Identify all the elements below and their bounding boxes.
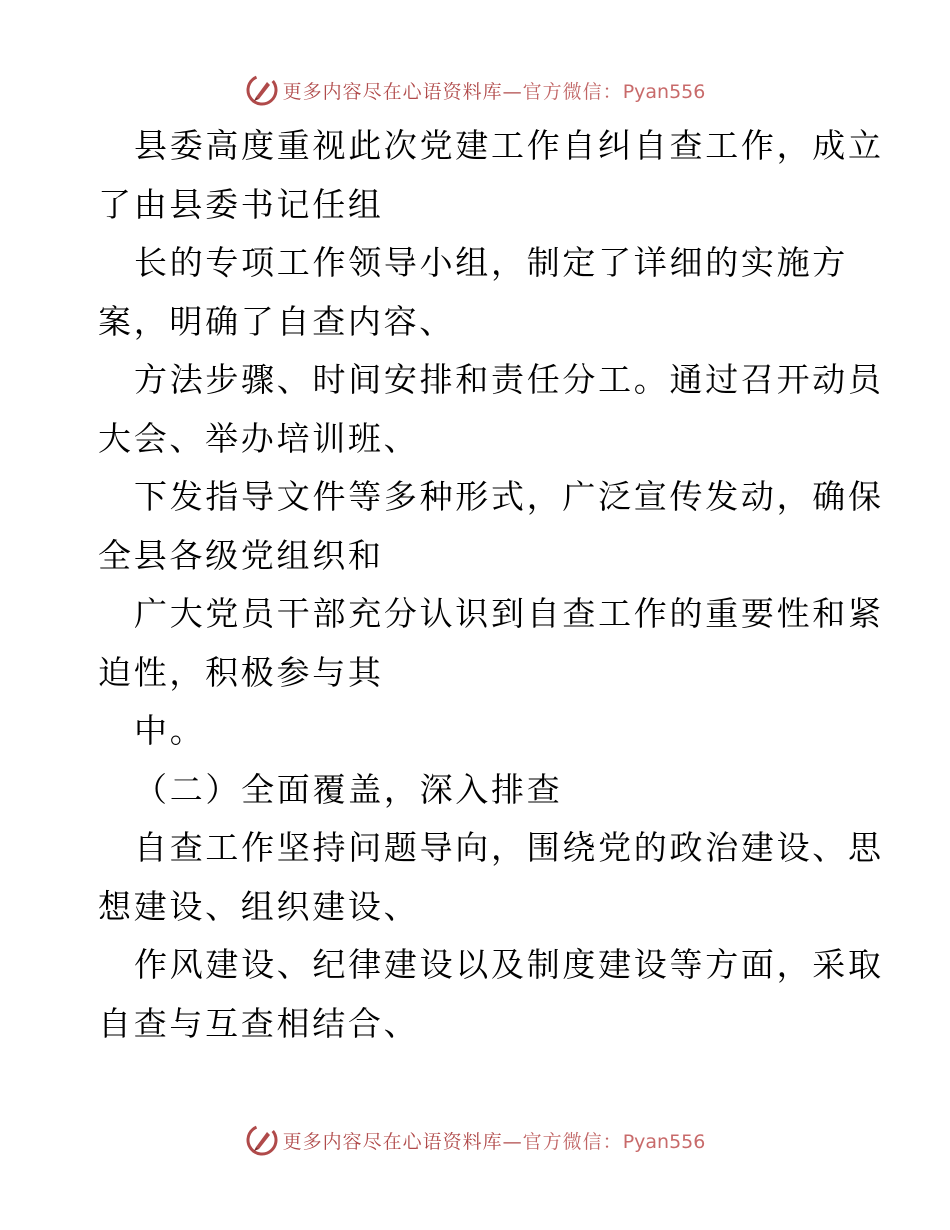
text-line: 想建设、组织建设、: [98, 886, 420, 926]
text-line: 中。: [134, 711, 206, 750]
text-line: 县委高度重视此次党建工作自纠自查工作，成立: [134, 126, 884, 165]
text-line: 自查工作坚持问题导向，围绕党的政治建设、思: [134, 828, 884, 867]
text-line: 迫性，积极参与其: [98, 652, 384, 692]
text-line: 方法步骤、时间安排和责任分工。通过召开动员: [134, 360, 884, 399]
header-banner-text: [283, 77, 706, 104]
pen-logo-icon: [245, 73, 279, 107]
text-line: 案，明确了自查内容、: [98, 301, 455, 341]
header-wechat-id: Pyan556: [622, 80, 706, 103]
text-line: 下发指导文件等多种形式，广泛宣传发动，确保: [134, 477, 884, 516]
text-line: 全县各级党组织和: [98, 535, 384, 575]
text-line: 作风建设、纪律建设以及制度建设等方面，采取: [134, 945, 884, 984]
header-banner-main: 更多内容尽在心语资料库—: [282, 80, 523, 103]
footer-banner-text: [283, 1127, 706, 1154]
footer-wechat-id: Pyan556: [622, 1130, 706, 1153]
pen-logo-icon: [245, 1123, 279, 1157]
text-line: 自查与互查相结合、: [98, 1003, 420, 1043]
header-wechat-label: 官方微信：: [522, 80, 623, 103]
text-line: 了由县委书记任组: [98, 184, 384, 224]
footer-banner-main: 更多内容尽在心语资料库—: [282, 1130, 523, 1153]
section-heading: （二）全面覆盖，深入排查: [134, 769, 563, 809]
text-line: 大会、举办培训班、: [98, 418, 420, 458]
footer-wechat-label: 官方微信：: [522, 1130, 623, 1153]
footer-banner: [0, 1120, 950, 1160]
text-line: 长的专项工作领导小组，制定了详细的实施方: [134, 243, 848, 282]
document-body: [98, 117, 884, 1053]
text-line: 广大党员干部充分认识到自查工作的重要性和紧: [134, 594, 884, 633]
header-banner: [0, 70, 950, 110]
